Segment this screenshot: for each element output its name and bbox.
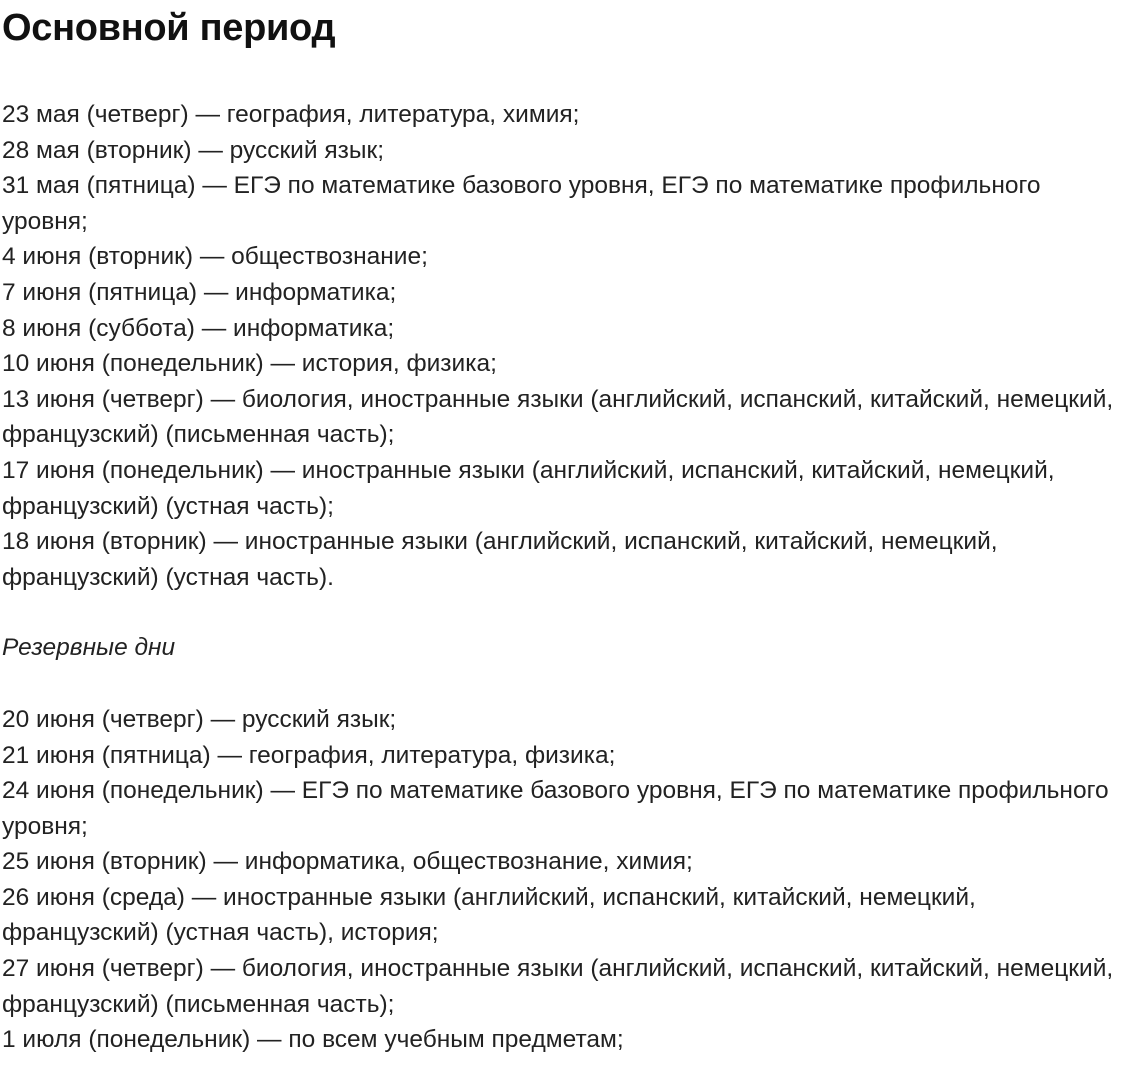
- schedule-entry: 4 июня (вторник) — обществознание;: [2, 243, 428, 271]
- page-title: Основной период: [2, 7, 336, 49]
- schedule-entry: 25 июня (вторник) — информатика, обществознание, химия;: [2, 848, 693, 876]
- schedule-entry: 1 июля (понедельник) — по всем учебным предметам;: [2, 1026, 624, 1054]
- main-schedule: [2, 97, 1127, 595]
- schedule-entry: 28 мая (вторник) — русский язык;: [2, 136, 384, 164]
- schedule-entry: 27 июня (четверг) — биология, иностранные языки (английский, испанский, китайский, немецкий, французский) (письменная часть);: [2, 955, 1114, 1018]
- schedule-entry: 13 июня (четверг) — биология, иностранные языки (английский, испанский, китайский, немецкий, французский) (письменная часть);: [2, 385, 1114, 449]
- reserve-days-heading: Резервные дни: [2, 634, 176, 662]
- schedule-entry: 20 июня (четверг) — русский язык;: [2, 705, 397, 733]
- schedule-entry: 7 июня (пятница) — информатика;: [2, 278, 397, 306]
- schedule-entry: 23 мая (четверг) — география, литература, химия;: [2, 101, 580, 128]
- schedule-entry: 17 июня (понедельник) — иностранные языки (английский, испанский, китайский, немецкий, французский) (устная часть);: [2, 456, 1055, 520]
- schedule-entry: 26 июня (среда) — иностранные языки (английский, испанский, китайский, немецкий, французский) (устная часть), история;: [2, 883, 976, 947]
- schedule-entry: 18 июня (вторник) — иностранные языки (английский, испанский, китайский, немецкий, французский) (устная часть).: [2, 528, 998, 591]
- schedule-entry: 24 июня (понедельник) — ЕГЭ по математике базового уровня, ЕГЭ по математике профильного уровня;: [2, 777, 1109, 840]
- schedule-entry: 8 июня (суббота) — информатика;: [2, 314, 395, 342]
- schedule-entry: 31 мая (пятница) — ЕГЭ по математике базового уровня, ЕГЭ по математике профильного уровня;: [2, 172, 1041, 235]
- schedule-entry: 21 июня (пятница) — география, литература, физика;: [2, 741, 616, 769]
- schedule-entry: 10 июня (понедельник) — история, физика;: [2, 350, 497, 378]
- reserve-schedule: [2, 702, 1127, 1058]
